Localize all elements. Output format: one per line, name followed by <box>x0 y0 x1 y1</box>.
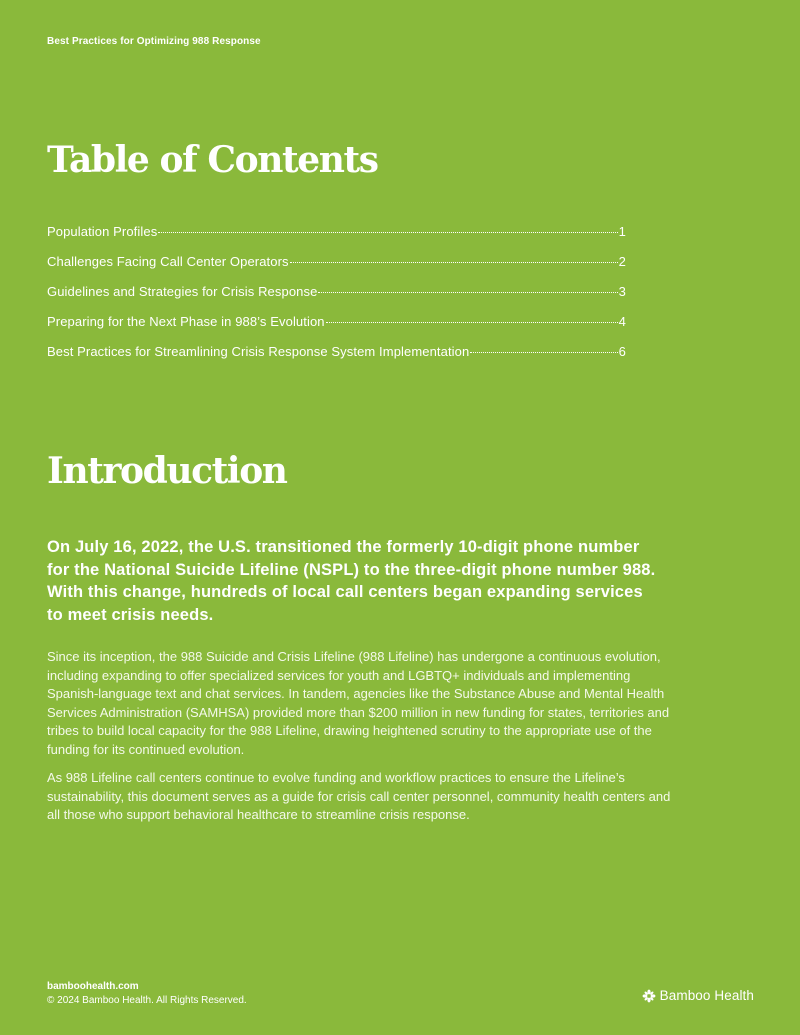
body-line: funding for its continued evolution. <box>47 741 245 757</box>
footer-website-link[interactable]: bamboohealth.com <box>47 981 139 992</box>
introduction-paragraph-2 <box>47 769 747 825</box>
toc-dot-leader <box>318 292 617 293</box>
lead-line: to meet crisis needs. <box>47 605 214 624</box>
body-line: Since its inception, the 988 Suicide and Crisis Lifeline (988 Lifeline) has undergone a continuous evolution, <box>47 649 661 664</box>
toc-entry[interactable] <box>47 284 626 314</box>
toc-dot-leader <box>158 232 617 233</box>
toc-dot-leader <box>290 262 618 263</box>
body-line: Services Administration (SAMHSA) provided more than $200 million in new funding for states, territories and <box>47 704 670 720</box>
lead-line: for the National Suicide Lifeline (NSPL) to the three-digit phone number 988. <box>47 560 656 579</box>
lead-line: On July 16, 2022, the U.S. transitioned the formerly 10-digit phone number <box>47 538 640 556</box>
body-line: sustainability, this document serves as a guide for crisis call center personnel, community health centers and <box>47 788 671 804</box>
introduction-heading: Introduction <box>47 450 287 492</box>
body-line: Spanish-language text and chat services. In tandem, agencies like the Substance Abuse and Mental Health <box>47 686 665 701</box>
introduction-lead <box>47 536 737 626</box>
body-line: As 988 Lifeline call centers continue to evolve funding and workflow practices to ensure the Lifeline’s <box>47 770 625 785</box>
toc-entry-page: 3 <box>618 284 626 299</box>
running-header: Best Practices for Optimizing 988 Response <box>47 36 261 47</box>
toc-entry-label: Preparing for the Next Phase in 988’s Evolution <box>47 314 325 329</box>
bamboo-logo-icon <box>642 989 656 1003</box>
toc-entry-page: 6 <box>618 344 626 359</box>
toc-entry-label: Guidelines and Strategies for Crisis Response <box>47 284 318 299</box>
toc-entry[interactable] <box>47 344 626 374</box>
toc-entry-page: 1 <box>618 224 626 239</box>
table-of-contents <box>47 224 626 374</box>
toc-entry[interactable] <box>47 224 626 254</box>
toc-entry-page: 2 <box>618 254 626 269</box>
toc-entry-label: Best Practices for Streamlining Crisis Response System Implementation <box>47 344 470 359</box>
brand-logo <box>642 988 754 1003</box>
toc-entry[interactable] <box>47 314 626 344</box>
introduction-paragraph-1 <box>47 648 747 759</box>
lead-line: With this change, hundreds of local call centers began expanding services <box>47 583 643 601</box>
body-line: tribes to build local capacity for the 988 Lifeline, drawing heightened scrutiny to the appropriate use of the <box>47 723 652 738</box>
body-line: all those who support behavioral healthcare to streamline crisis response. <box>47 807 470 822</box>
toc-dot-leader <box>326 322 618 323</box>
toc-entry-label: Population Profiles <box>47 224 158 239</box>
toc-entry-label: Challenges Facing Call Center Operators <box>47 254 289 269</box>
footer <box>47 980 247 1008</box>
toc-entry[interactable] <box>47 254 626 284</box>
toc-entry-page: 4 <box>618 314 626 329</box>
footer-copyright: © 2024 Bamboo Health. All Rights Reserved. <box>47 995 247 1006</box>
body-line: including expanding to offer specialized services for youth and LGBTQ+ individuals and implementing <box>47 667 631 683</box>
toc-dot-leader <box>470 352 617 353</box>
toc-heading: Table of Contents <box>47 139 378 181</box>
brand-name: Bamboo Health <box>659 988 754 1003</box>
